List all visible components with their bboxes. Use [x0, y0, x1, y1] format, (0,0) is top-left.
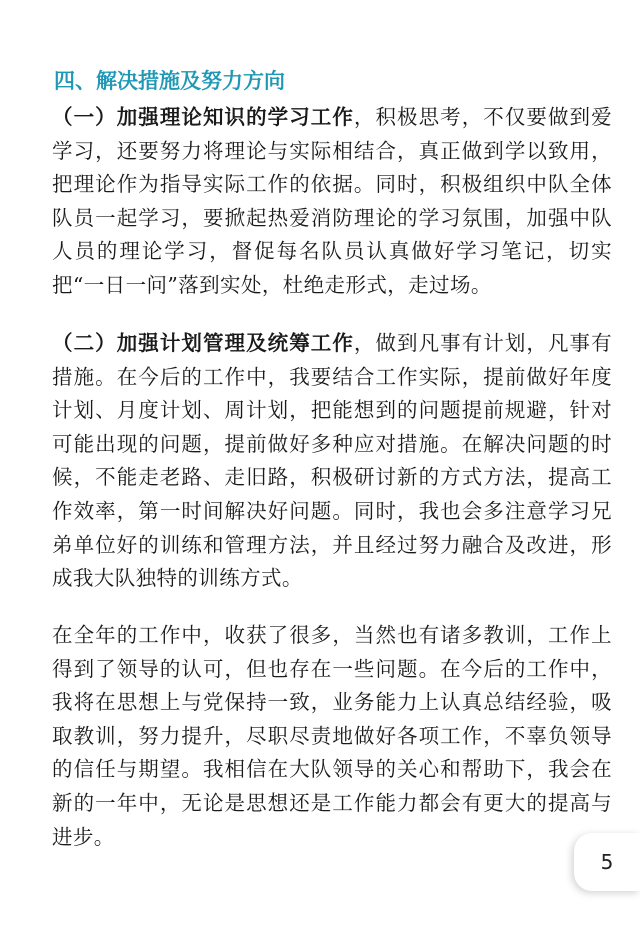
paragraph-body: 在全年的工作中，收获了很多，当然也有诸多教训，工作上得到了领导的认可，但也存在一些问题。在今后的工作中，我将在思想上与党保持一致，业务能力上认真总结经验，吸取教训，努力提升，尽职尽责地做好各项工作，不辜负领导的信任与期望。我相信在大队领导的关心和帮助下，我会在新的一年中，无论是思想还是工作能力都会有更大的提高与进步。	[52, 623, 612, 849]
paragraph-body: ，做到凡事有计划，凡事有措施。在今后的工作中，我要结合工作实际，提前做好年度计划、月度计划、周计划，把能想到的问题提前规避，针对可能出现的问题，提前做好多种应对措施。在解决问题的时候，不能走老路、走旧路，积极研讨新的方式方法，提高工作效率，第一时间解决好问题。同时，我也会多注意学习兄弟单位好的训练和管理方法，并且经过努力融合及改进，形成我大队独特的训练方式。	[52, 331, 612, 591]
paragraph-plan-management	[52, 327, 612, 596]
paragraph-theory-study	[52, 101, 612, 303]
paragraph-lead: （二）加强计划管理及统筹工作	[52, 331, 354, 355]
paragraph-body: ，积极思考，不仅要做到爱学习，还要努力将理论与实际相结合，真正做到学以致用，把理论作为指导实际工作的依据。同时，积极组织中队全体队员一起学习，要掀起热爱消防理论的学习氛围，加强中队人员的理论学习，督促每名队员认真做好学习笔记，切实把“一日一问”落到实处，杜绝走形式，走过场。	[52, 105, 612, 297]
paragraph-summary	[52, 619, 612, 854]
section-heading: 四、解决措施及努力方向	[54, 69, 285, 93]
page-indicator[interactable]	[574, 833, 640, 891]
page-number: 5	[600, 850, 614, 874]
paragraph-lead: （一）加强理论知识的学习工作	[52, 105, 354, 129]
